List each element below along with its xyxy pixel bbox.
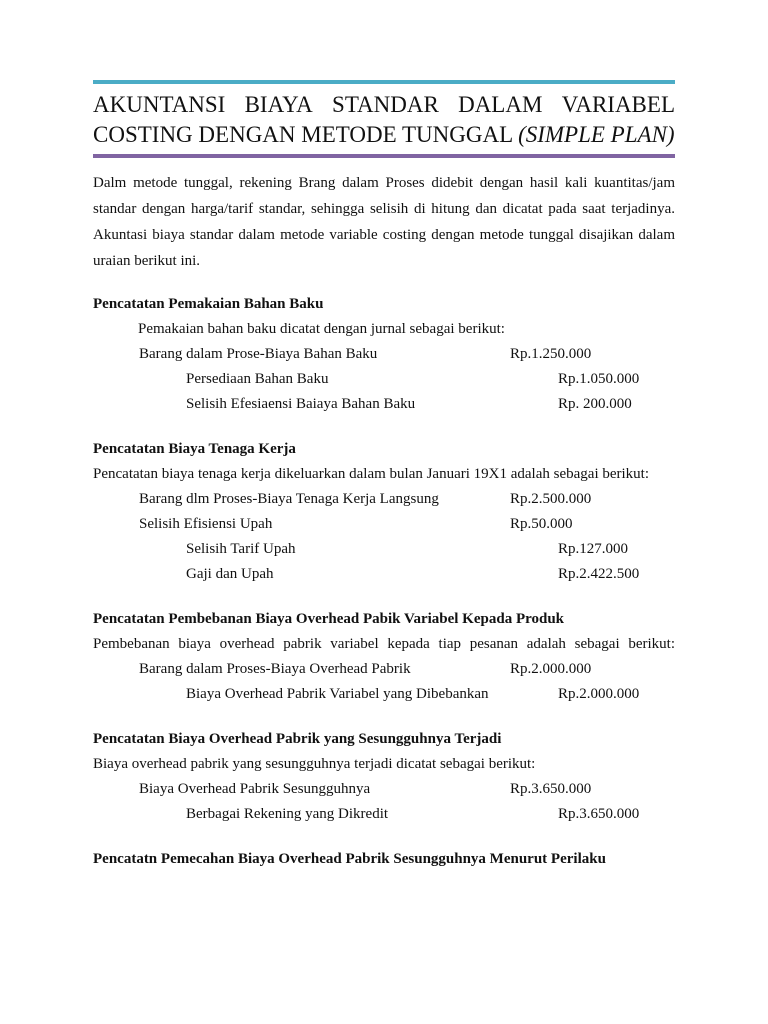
journal-entry-debit [93, 512, 675, 537]
section-bahan-baku [93, 292, 675, 417]
journal-amount: Rp.2.000.000 [558, 686, 640, 702]
title-line-2 [93, 120, 675, 150]
journal-account: Barang dalam Prose-Biaya Bahan Baku [139, 346, 378, 362]
journal-account: Selisih Efisiensi Upah [139, 516, 273, 532]
section-tenaga-kerja [93, 437, 675, 587]
journal-amount: Rp.2.500.000 [510, 491, 592, 507]
journal-account: Biaya Overhead Pabrik Sesungguhnya [139, 781, 371, 797]
section-description: Pencatatan biaya tenaga kerja dikeluarkan dalam bulan Januari 19X1 adalah sebagai berikut: [93, 466, 650, 482]
section-heading: Pencatatn Pemecahan Biaya Overhead Pabrik Sesungguhnya Menurut Perilaku [93, 851, 606, 867]
section-description: Pembebanan biaya overhead pabrik variabel kepada tiap pesanan adalah sebagai berikut: [93, 636, 675, 652]
journal-amount: Rp.1.050.000 [558, 371, 640, 387]
journal-account: Barang dlm Proses-Biaya Tenaga Kerja Langsung [139, 491, 439, 507]
journal-entry-debit [93, 342, 675, 367]
section-description: Biaya overhead pabrik yang sesungguhnya terjadi dicatat sebagai berikut: [93, 756, 536, 772]
section-overhead-sesungguhnya [93, 727, 675, 827]
document-page [93, 80, 675, 892]
journal-entry-credit [93, 367, 675, 392]
title-italic-subtitle: (SIMPLE PLAN) [518, 122, 675, 147]
journal-amount: Rp. 200.000 [558, 396, 632, 412]
journal-entry-credit [93, 562, 675, 587]
journal-amount: Rp.1.250.000 [510, 346, 592, 362]
journal-account: Persediaan Bahan Baku [186, 371, 329, 387]
section-heading: Pencatatan Pembebanan Biaya Overhead Pabik Variabel Kepada Produk [93, 611, 565, 627]
journal-amount: Rp.127.000 [558, 541, 629, 557]
section-heading: Pencatatan Pemakaian Bahan Baku [93, 296, 324, 312]
journal-entry-debit [93, 487, 675, 512]
intro-paragraph: Dalm metode tunggal, rekening Brang dalam Proses didebit dengan hasil kali kuantitas/jam standar dengan harga/tarif standar, sehingga selisih di hitung dan dicatat pada saat terjadinya. Akuntasi biaya standar dalam metode variable costing dengan metode tunggal disajikan dalam uraian berikut ini. [93, 175, 675, 269]
section-heading: Pencatatan Biaya Tenaga Kerja [93, 441, 296, 457]
title-word: STANDAR [332, 92, 439, 117]
journal-entry-credit [93, 392, 675, 417]
section-heading: Pencatatan Biaya Overhead Pabrik yang Sesungguhnya Terjadi [93, 731, 502, 747]
journal-account: Selisih Efesiaensi Baiaya Bahan Baku [186, 396, 416, 412]
journal-amount: Rp.2.000.000 [510, 661, 592, 677]
journal-amount: Rp.2.422.500 [558, 566, 640, 582]
section-overhead-variabel [93, 607, 675, 707]
journal-entry-debit [93, 777, 675, 802]
title-line-2-text: COSTING DENGAN METODE TUNGGAL [93, 122, 519, 147]
title-word: AKUNTANSI [93, 92, 226, 117]
journal-amount: Rp.3.650.000 [510, 781, 592, 797]
journal-amount: Rp.3.650.000 [558, 806, 640, 822]
journal-entry-credit [93, 802, 675, 827]
title-line-1 [93, 90, 675, 120]
journal-account: Barang dalam Proses-Biaya Overhead Pabrik [139, 661, 411, 677]
section-pemecahan-overhead [93, 847, 675, 872]
journal-account: Biaya Overhead Pabrik Variabel yang Dibebankan [186, 686, 489, 702]
journal-account: Berbagai Rekening yang Dikredit [186, 806, 389, 822]
journal-entry-credit [93, 537, 675, 562]
title-top-rule [93, 80, 675, 84]
page-title [93, 90, 675, 150]
journal-entry-debit [93, 657, 675, 682]
title-word: BIAYA [244, 92, 313, 117]
title-word: VARIABEL [561, 92, 675, 117]
section-description: Pemakaian bahan baku dicatat dengan jurnal sebagai berikut: [138, 321, 505, 337]
journal-entry-credit [93, 682, 675, 707]
journal-account: Gaji dan Upah [186, 566, 274, 582]
title-word: DALAM [458, 92, 543, 117]
title-bottom-rule [93, 154, 675, 158]
journal-amount: Rp.50.000 [510, 516, 573, 532]
journal-account: Selisih Tarif Upah [186, 541, 296, 557]
